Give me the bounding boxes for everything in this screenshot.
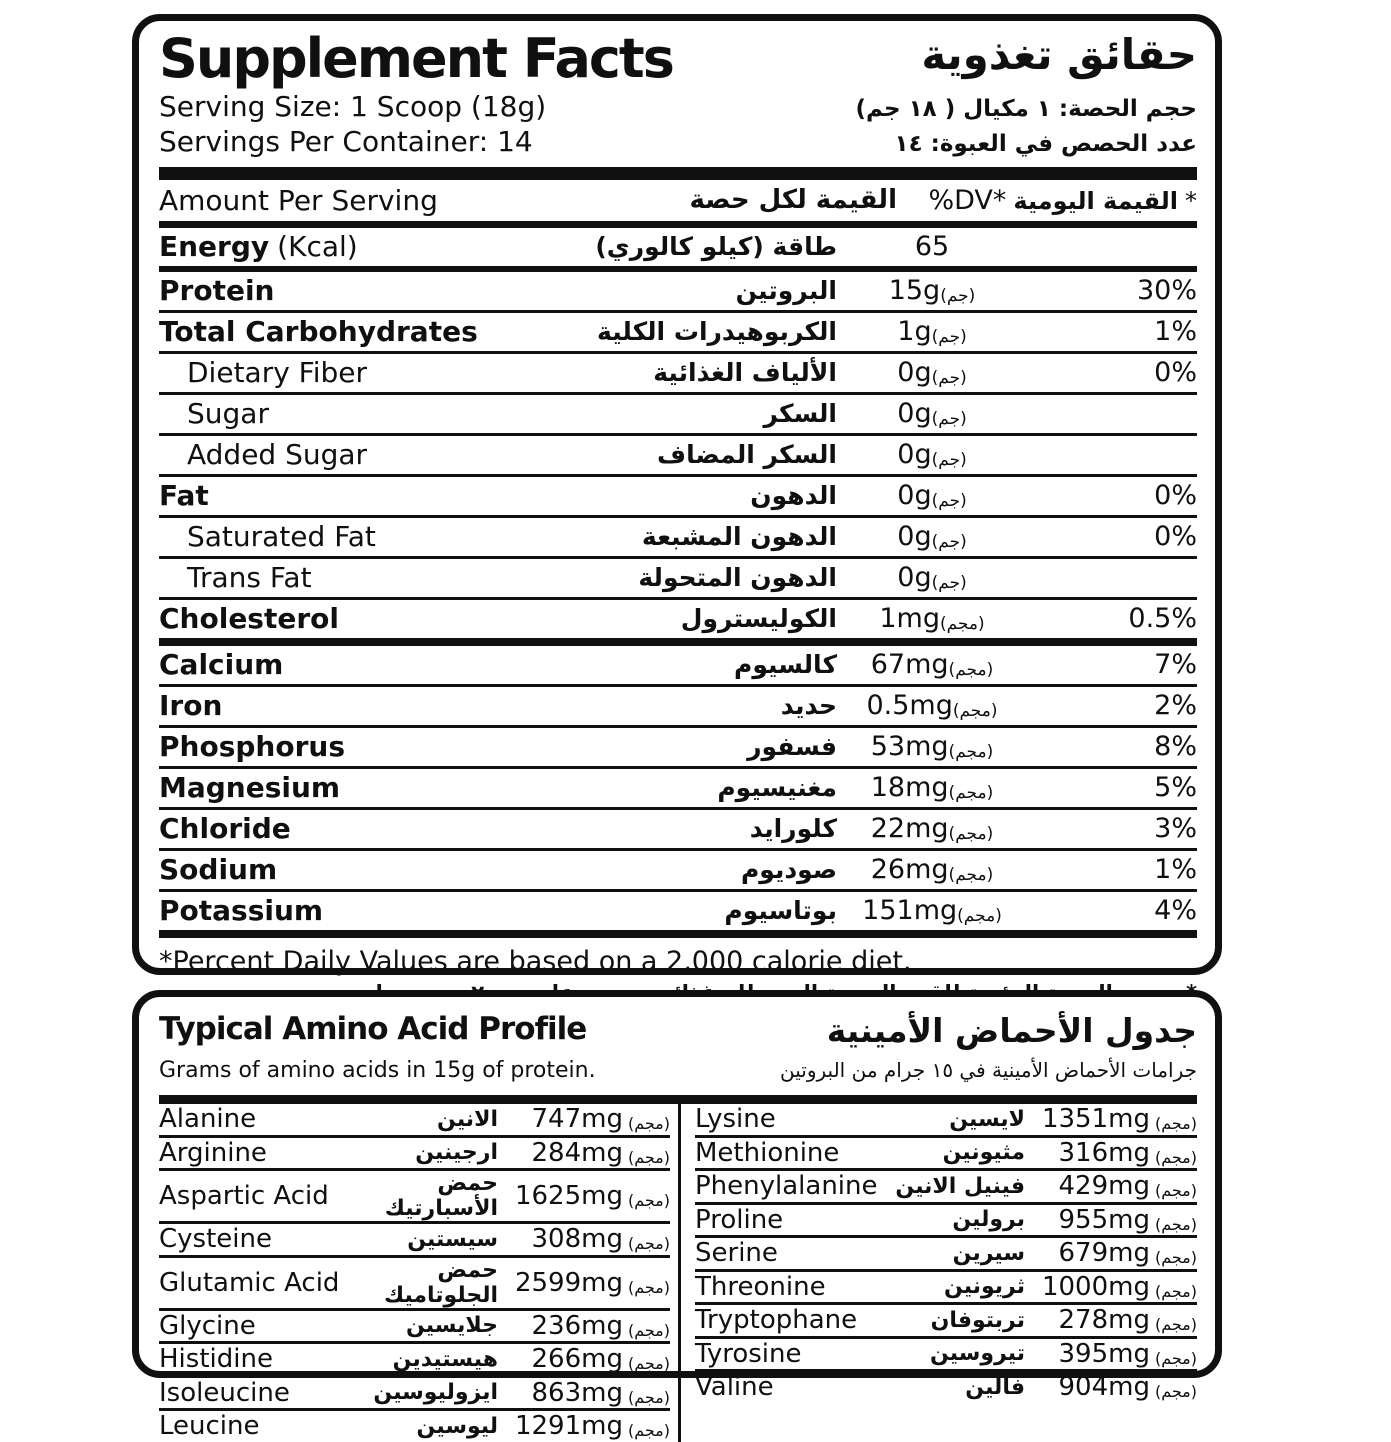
nutrient-name-ar: السكر xyxy=(763,399,837,429)
nutrition-row-magnesium xyxy=(159,769,1197,810)
amino-amount: 308mg (مجم) xyxy=(531,1224,670,1255)
nutrient-dv: 0.5% xyxy=(1128,603,1197,635)
amino-name-ar: جلايسين xyxy=(406,1313,498,1339)
amino-amount: 429mg (مجم) xyxy=(1058,1171,1197,1202)
nutrient-amount: 0g (جم) xyxy=(897,562,967,594)
nutrient-name-ar: الألياف الغذائية xyxy=(653,358,837,388)
nutrition-row-trans-fat xyxy=(159,559,1197,600)
nutrient-dv: 0% xyxy=(1154,480,1197,512)
nutrition-row-potassium xyxy=(159,892,1197,938)
nutrient-name-ar: الدهون xyxy=(750,481,837,511)
nutrition-row-phosphorus xyxy=(159,728,1197,769)
header-dv-arabic: القيمة اليومية xyxy=(1013,186,1178,215)
nutrition-row-protein xyxy=(159,272,1197,313)
amino-row-glycine xyxy=(159,1311,670,1345)
amino-amount: 1291mg (مجم) xyxy=(514,1411,670,1442)
amino-name-ar: برولين xyxy=(952,1207,1025,1233)
amino-amount: 236mg (مجم) xyxy=(531,1310,670,1341)
nutrient-dv: 2% xyxy=(1154,690,1197,722)
amino-row-cysteine xyxy=(159,1224,670,1258)
nutrient-dv: 3% xyxy=(1154,813,1197,845)
serving-size-line xyxy=(159,90,1197,123)
nutrient-amount: 0g (جم) xyxy=(897,357,967,389)
amino-row-aspartic-acid xyxy=(159,1171,670,1224)
nutrient-name-ar: بوتاسيوم xyxy=(724,896,837,926)
amino-row-valine xyxy=(695,1372,1197,1403)
nutrient-amount: 1mg (مجم) xyxy=(879,603,985,635)
amino-name-en: Glutamic Acid xyxy=(159,1267,340,1298)
amino-name-en: Alanine xyxy=(159,1104,257,1135)
amino-name-ar: سيستين xyxy=(407,1226,498,1252)
nutrient-dv: 0% xyxy=(1154,357,1197,389)
amino-title-english: Typical Amino Acid Profile xyxy=(159,1011,587,1047)
nutrient-amount: 15g (جم) xyxy=(888,275,976,307)
nutrient-amount: 0g (جم) xyxy=(897,439,967,471)
servings-per-container-line xyxy=(159,125,1197,158)
amino-amount: 2599mg (مجم) xyxy=(514,1267,670,1298)
amino-amount: 1000mg (مجم) xyxy=(1041,1271,1197,1302)
amino-name-en: Phenylalanine xyxy=(695,1171,878,1202)
nutrient-name-en: Iron xyxy=(159,689,223,723)
nutrient-name-en: Added Sugar xyxy=(187,438,368,472)
amino-name-ar: لايسين xyxy=(949,1106,1025,1132)
nutrient-amount: 1g (جم) xyxy=(897,316,967,348)
supplement-facts-panel xyxy=(132,14,1222,975)
nutrient-name-en: Calcium xyxy=(159,648,284,682)
amino-name-en: Histidine xyxy=(159,1344,273,1375)
amino-row-arginine xyxy=(159,1138,670,1172)
amino-subtitle-arabic: جرامات الأحماض الأمينية في ١٥ جرام من البروتين xyxy=(780,1058,1197,1082)
nutrient-name-ar: الدهون المتحولة xyxy=(638,563,837,593)
nutrient-name-en: Total Carbohydrates xyxy=(159,315,478,349)
nutrient-name-ar: صوديوم xyxy=(740,855,837,885)
nutrition-row-cholesterol xyxy=(159,600,1197,646)
nutrient-name-en: Phosphorus xyxy=(159,730,345,764)
nutrient-amount: 53mg (مجم) xyxy=(870,731,994,763)
header-dv-asterisk: * xyxy=(1185,186,1197,215)
amino-name-en: Tryptophane xyxy=(695,1305,858,1336)
nutrient-name-en: Chloride xyxy=(159,812,291,846)
amino-name-ar: حمض الأسبارتيك xyxy=(384,1171,498,1221)
amino-name-en: Methionine xyxy=(695,1137,840,1168)
amino-row-alanine xyxy=(159,1104,670,1138)
nutrient-amount: 0.5mg (مجم) xyxy=(866,690,998,722)
nutrition-row-total-carbohydrates xyxy=(159,313,1197,354)
title-english: Supplement Facts xyxy=(159,27,673,90)
amino-name-en: Aspartic Acid xyxy=(159,1181,329,1211)
amino-name-en: Serine xyxy=(695,1238,778,1269)
amino-amount: 316mg (مجم) xyxy=(1058,1137,1197,1168)
amino-title-arabic: جدول الأحماض الأمينية xyxy=(826,1011,1197,1050)
nutrient-name-en: Dietary Fiber xyxy=(187,356,368,390)
serving-size-ar: حجم الحصة: ١ مكيال ( ١٨ جم) xyxy=(855,95,1197,122)
serving-size-en: Serving Size: 1 Scoop (18g) xyxy=(159,89,547,123)
nutrient-amount: 0g (جم) xyxy=(897,398,967,430)
nutrient-dv: 7% xyxy=(1154,649,1197,681)
amino-row-methionine xyxy=(695,1138,1197,1172)
nutrient-dv: 1% xyxy=(1154,316,1197,348)
amino-name-ar: ايزوليوسين xyxy=(373,1380,498,1406)
nutrient-amount: 0g (جم) xyxy=(897,480,967,512)
amino-name-ar: ارجينين xyxy=(415,1140,498,1166)
nutrient-name-ar: كلورايد xyxy=(749,814,837,844)
nutrition-row-chloride xyxy=(159,810,1197,851)
nutrient-amount: 151mg (مجم) xyxy=(862,895,1002,927)
amino-name-en: Leucine xyxy=(159,1411,260,1442)
amino-name-ar: تيروسين xyxy=(929,1341,1025,1367)
servings-ar: عدد الحصص في العبوة: ١٤ xyxy=(894,130,1197,157)
footnote-english: *Percent Daily Values are based on a 2,000 calorie diet. xyxy=(159,945,912,977)
nutrient-dv: 8% xyxy=(1154,731,1197,763)
amino-row-leucine xyxy=(159,1411,670,1442)
section-divider-bar xyxy=(159,167,1197,180)
nutrient-name-ar: الدهون المشبعة xyxy=(641,522,837,552)
amino-amount: 266mg (مجم) xyxy=(531,1344,670,1375)
nutrient-dv: 4% xyxy=(1154,895,1197,927)
nutrient-amount: 22mg (مجم) xyxy=(870,813,994,845)
nutrient-name-ar: مغنيسيوم xyxy=(717,773,837,803)
amino-row-isoleucine xyxy=(159,1378,670,1412)
nutrient-name-en: Cholesterol xyxy=(159,602,339,636)
header-amount-per-serving: Amount Per Serving xyxy=(159,183,438,217)
servings-en: Servings Per Container: 14 xyxy=(159,124,533,158)
header-amount-per-serving-ar: القيمة لكل حصة xyxy=(689,185,897,216)
amino-title-row xyxy=(159,1011,1197,1050)
amino-amount: 747mg (مجم) xyxy=(531,1104,670,1135)
amino-row-phenylalanine xyxy=(695,1171,1197,1205)
nutrient-name-ar: حديد xyxy=(780,691,837,721)
amino-name-en: Cysteine xyxy=(159,1224,272,1255)
nutrient-name-en: Sugar xyxy=(187,397,269,431)
nutrient-name-en: Fat xyxy=(159,479,209,513)
nutrient-dv: 1% xyxy=(1154,854,1197,886)
nutrient-name-en: Potassium xyxy=(159,894,324,928)
nutrient-name-ar: طاقة (كيلو كالوري) xyxy=(595,232,837,262)
amino-name-en: Lysine xyxy=(695,1104,776,1135)
amino-name-en: Tyrosine xyxy=(695,1338,802,1369)
nutrition-row-calcium xyxy=(159,646,1197,687)
amino-name-en: Arginine xyxy=(159,1137,267,1168)
title-arabic: حقائق تغذوية xyxy=(921,30,1197,79)
nutrient-dv: 5% xyxy=(1154,772,1197,804)
nutrient-name-en: Saturated Fat xyxy=(187,520,376,554)
nutrient-name-en: Energy (Kcal) xyxy=(159,230,358,264)
amino-name-en: Glycine xyxy=(159,1310,256,1341)
amino-name-ar: تربتوفان xyxy=(930,1307,1025,1333)
nutrition-row-energy xyxy=(159,228,1197,272)
nutrition-row-sodium xyxy=(159,851,1197,892)
amino-subtitle-row xyxy=(159,1058,1197,1083)
nutrient-name-ar: السكر المضاف xyxy=(657,440,837,470)
nutrition-row-dietary-fiber xyxy=(159,354,1197,395)
amino-name-ar: سيرين xyxy=(952,1240,1025,1266)
amino-row-threonine xyxy=(695,1272,1197,1306)
amino-amount: 278mg (مجم) xyxy=(1058,1305,1197,1336)
nutrient-name-ar: البروتين xyxy=(735,276,837,306)
nutrient-name-ar: الكربوهيدرات الكلية xyxy=(597,317,837,347)
header-daily-value xyxy=(897,185,1197,216)
amino-name-ar: فينيل الانين xyxy=(895,1173,1025,1199)
amino-name-ar: الانين xyxy=(437,1106,498,1132)
nutrient-dv: 0% xyxy=(1154,521,1197,553)
amino-amount: 904mg (مجم) xyxy=(1058,1372,1197,1403)
amino-divider-bar xyxy=(159,1095,1197,1104)
nutrient-amount: 18mg (مجم) xyxy=(870,772,994,804)
nutrient-name-en: Magnesium xyxy=(159,771,341,805)
amino-row-proline xyxy=(695,1205,1197,1239)
amino-amount: 284mg (مجم) xyxy=(531,1137,670,1168)
nutrition-row-sugar xyxy=(159,395,1197,436)
amino-amount: 955mg (مجم) xyxy=(1058,1204,1197,1235)
nutrient-amount: 0g (جم) xyxy=(897,521,967,553)
nutrient-name-ar: كالسيوم xyxy=(734,650,837,680)
nutrient-amount: 26mg (مجم) xyxy=(870,854,994,886)
nutrition-row-iron xyxy=(159,687,1197,728)
amino-amount: 395mg (مجم) xyxy=(1058,1338,1197,1369)
amino-name-ar: ثريونين xyxy=(943,1274,1025,1300)
nutrient-amount: 67mg (مجم) xyxy=(870,649,994,681)
amino-name-en: Isoleucine xyxy=(159,1377,290,1408)
amino-subtitle-english: Grams of amino acids in 15g of protein. xyxy=(159,1058,596,1083)
amino-row-tyrosine xyxy=(695,1339,1197,1373)
amino-row-serine xyxy=(695,1238,1197,1272)
amino-amount: 863mg (مجم) xyxy=(531,1377,670,1408)
amino-name-en: Proline xyxy=(695,1204,784,1235)
nutrition-row-fat xyxy=(159,477,1197,518)
panel-title-row xyxy=(159,27,1197,90)
nutrient-name-en: Sodium xyxy=(159,853,278,887)
amino-name-ar: فالين xyxy=(965,1374,1025,1400)
amino-name-ar: ليوسين xyxy=(416,1413,498,1439)
amino-amount: 679mg (مجم) xyxy=(1058,1238,1197,1269)
table-header-row xyxy=(159,180,1197,228)
amino-acid-panel xyxy=(132,990,1222,1442)
nutrition-row-added-sugar xyxy=(159,436,1197,477)
amino-name-ar: هيستيدين xyxy=(392,1346,498,1372)
nutrient-amount: 65 xyxy=(914,231,950,263)
amino-row-glutamic-acid xyxy=(159,1258,670,1311)
amino-row-histidine xyxy=(159,1344,670,1378)
amino-name-en: Threonine xyxy=(695,1271,826,1302)
header-dv-percent: %DV* xyxy=(928,184,1007,216)
amino-amount: 1625mg (مجم) xyxy=(514,1181,670,1211)
nutrient-name-en: Trans Fat xyxy=(187,561,312,595)
amino-name-en: Valine xyxy=(695,1372,774,1403)
amino-row-lysine xyxy=(695,1104,1197,1138)
amino-name-ar: مثيونين xyxy=(942,1140,1025,1166)
nutrient-name-en: Protein xyxy=(159,274,275,308)
amino-amount: 1351mg (مجم) xyxy=(1041,1104,1197,1135)
nutrient-dv: 30% xyxy=(1136,275,1197,307)
nutrient-name-ar: فسفور xyxy=(747,732,837,762)
amino-name-ar: حمض الجلوتاميك xyxy=(383,1257,498,1308)
nutrient-name-ar: الكوليسترول xyxy=(680,604,837,634)
nutrition-row-saturated-fat xyxy=(159,518,1197,559)
amino-row-tryptophane xyxy=(695,1305,1197,1339)
